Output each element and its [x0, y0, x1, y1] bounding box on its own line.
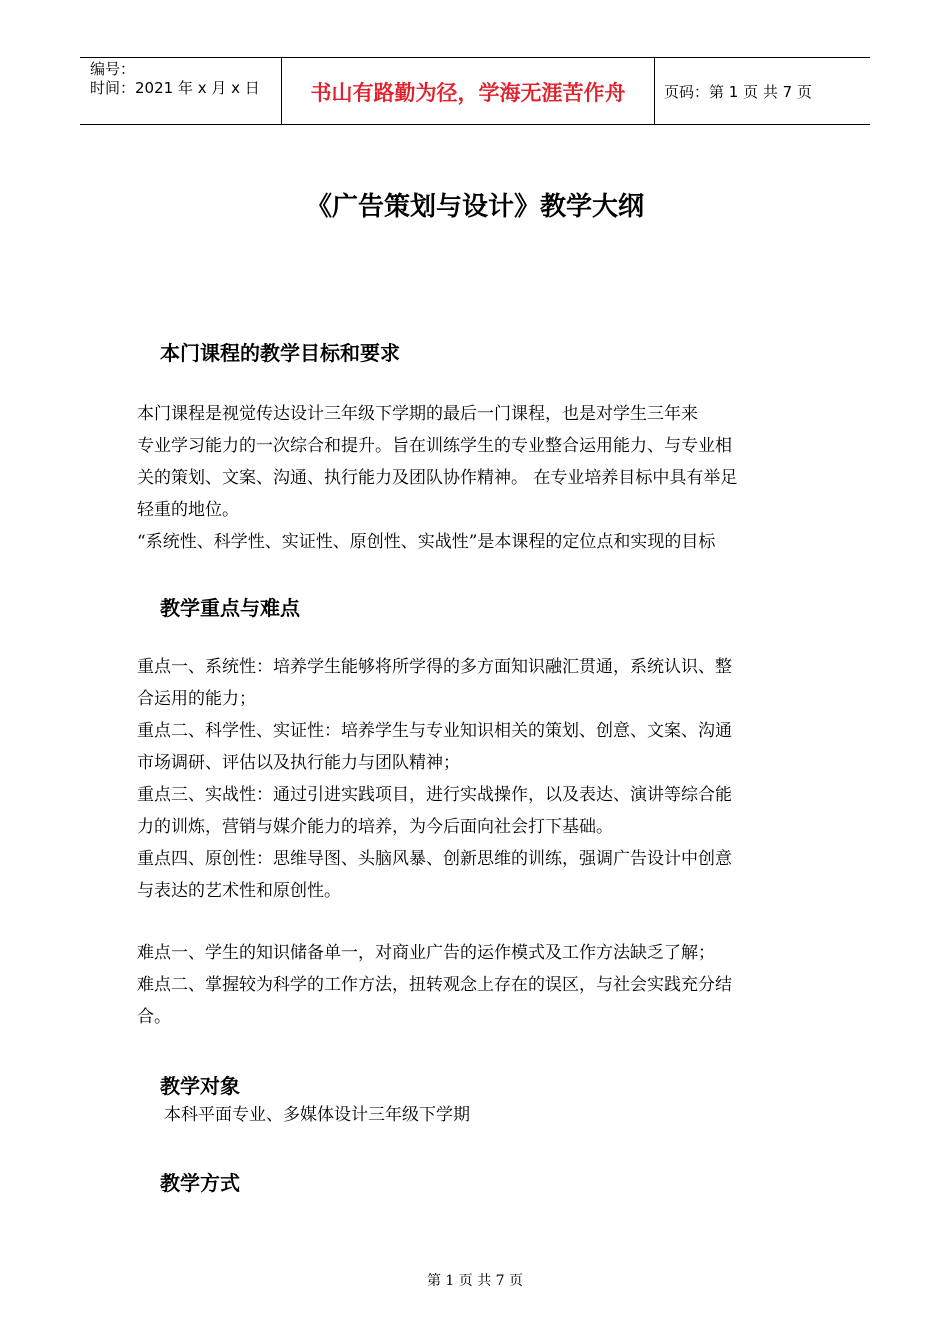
goals-line: “系统性、科学性、实证性、原创性、实战性”是本课程的定位点和实现的目标: [137, 532, 716, 552]
difficulty-line: 难点二、掌握较为科学的工作方法，扭转观念上存在的误区，与社会实践充分结: [137, 975, 732, 995]
section-heading-goals: 本门课程的教学目标和要求: [160, 341, 400, 365]
header-page-info: 页码：第 1 页 共 7 页: [664, 83, 812, 101]
page-footer: 第 1 页 共 7 页: [426, 1273, 524, 1289]
goals-line: 本门课程是视觉传达设计三年级下学期的最后一门课程，也是对学生三年来: [137, 404, 698, 424]
keypoint-line: 重点二、科学性、实证性：培养学生与专业知识相关的策划、创意、文案、沟通: [137, 721, 732, 741]
section-heading-keypoints: 教学重点与难点: [160, 596, 300, 620]
keypoint-line: 力的训炼，营销与媒介能力的培养，为今后面向社会打下基础。: [137, 817, 613, 837]
section-heading-method: 教学方式: [160, 1171, 240, 1195]
document-title: 《广告策划与设计》教学大纲: [305, 192, 644, 222]
keypoint-line: 重点三、实战性：通过引进实践项目，进行实战操作，以及表达、演讲等综合能: [137, 785, 732, 805]
keypoint-line: 合运用的能力；: [137, 689, 256, 709]
header-top-rule: [80, 57, 870, 58]
header-time-label: 时间：2021 年 x 月 x 日: [90, 79, 260, 97]
difficulty-line: 合。: [137, 1007, 171, 1027]
header-number-label: 编号：: [90, 60, 136, 78]
goals-line: 专业学习能力的一次综合和提升。旨在训练学生的专业整合运用能力、与专业相: [137, 436, 732, 456]
header-bottom-rule: [80, 124, 870, 125]
keypoint-line: 重点四、原创性：思维导图、头脑风暴、创新思维的训练，强调广告设计中创意: [137, 849, 732, 869]
keypoints-list: [137, 651, 732, 907]
section-heading-audience: 教学对象: [160, 1074, 240, 1098]
keypoint-line: 市场调研、评估以及执行能力与团队精神；: [137, 753, 460, 773]
goals-line: 关的策划、文案、沟通、执行能力及团队协作精神。 在专业培养目标中具有举足: [137, 468, 738, 488]
keypoint-line: 与表达的艺术性和原创性。: [137, 881, 341, 901]
goals-paragraph: [137, 398, 737, 558]
header-motto: 书山有路勤为径，学海无涯苦作舟: [310, 81, 626, 105]
difficulty-line: 难点一、学生的知识储备单一，对商业广告的运作模式及工作方法缺乏了解；: [137, 943, 715, 963]
difficulties-list: [137, 937, 732, 1033]
goals-line: 轻重的地位。: [137, 500, 239, 520]
keypoint-line: 重点一、系统性：培养学生能够将所学得的多方面知识融汇贯通，系统认识、整: [137, 657, 732, 677]
audience-text: 本科平面专业、多媒体设计三年级下学期: [164, 1105, 470, 1125]
header-divider-right: [654, 57, 655, 124]
